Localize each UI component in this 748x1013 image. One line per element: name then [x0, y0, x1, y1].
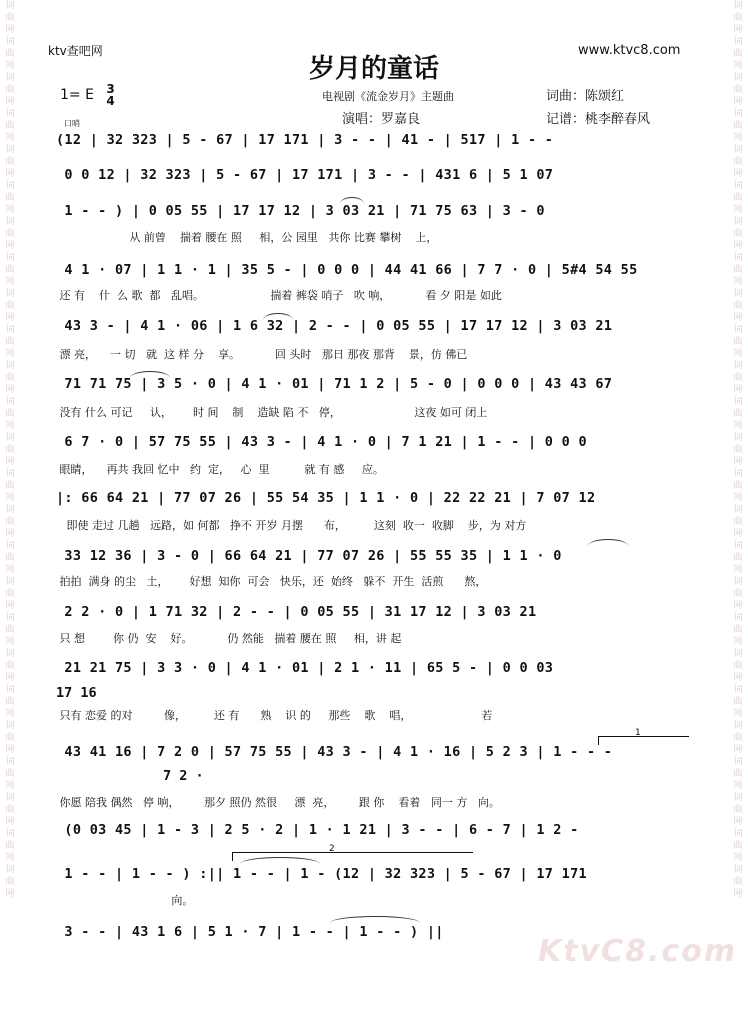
score-line-8	[56, 490, 688, 514]
score-line-10	[56, 604, 688, 628]
score-line-9	[56, 548, 688, 572]
lyric-line-3: 从 前曾 揣着 腰在 照 相，公 园里 共你 比赛 攀树 上，	[56, 231, 438, 244]
whistle-note: 口哨	[64, 119, 80, 128]
site-url[interactable]: www.ktvc8.com	[578, 43, 681, 58]
notes: 2 2 · 0 | 1 71 32 | 2 - - | 0 05 55 | 31 17 12 | 3 03 21	[56, 604, 537, 620]
lyricist: 词曲：陈颂红	[546, 89, 625, 104]
song-title: 岁月的童话	[308, 54, 439, 84]
notes: 1 - - | 1 - - ) :|| 1 - - | 1 - (12 | 32 323 | 5 - 67 | 17 171	[56, 866, 587, 882]
score-line-6	[56, 376, 688, 400]
lyric-line-5: 漂 亮， 一 切 就 这 样 分 享。 回 头时 那日 那夜 那背 景，仿 佛已	[56, 348, 468, 361]
score-line-7	[56, 434, 688, 458]
singer: 演唱：罗嘉良	[342, 112, 421, 127]
score-line-13	[56, 822, 688, 846]
lyric-line-11: 只有 恋爱 的对 像， 还 有 熟 识 的 那些 歌 唱， 若	[56, 709, 493, 722]
lyric-line-10: 只 想 你 仍 安 好。 仍 然能 揣着 腰在 照 相，讲 起	[56, 632, 402, 645]
notes: 6 7 · 0 | 57 75 55 | 43 3 - | 4 1 · 0 | 7 1 21 | 1 - - | 0 0 0	[56, 434, 587, 450]
notes: 21 21 75 | 3 3 · 0 | 4 1 · 01 | 2 1 · 11 | 65 5 - | 0 0 03	[56, 660, 554, 676]
lyric-line-8: 即使 走过 几趟 远路，如 何都 挣不 开岁 月摆 布， 这刻 收一 收脚 步，为 对方	[56, 519, 527, 532]
score-line-3	[56, 203, 688, 227]
site-name[interactable]: ktv查吧网	[48, 44, 103, 58]
score-line-1	[56, 132, 688, 156]
notes: 71 71 75 | 3 5 · 0 | 4 1 · 01 | 71 1 2 | 5 - 0 | 0 0 0 | 43 43 67	[56, 376, 613, 392]
score-line-14	[56, 866, 688, 890]
right-watermark: 词曲网词曲网词曲网词曲网词曲网词曲网词曲网词曲网词曲网词曲网词曲网词曲网词曲网词曲网词曲网词曲网词曲网词曲网词曲网词曲网词曲网词曲网词曲网词曲网词曲网	[733, 1, 743, 899]
slur	[240, 857, 320, 864]
notes: 4 1 · 07 | 1 1 · 1 | 35 5 - | 0 0 0 | 44 41 66 | 7 7 · 0 | 5#4 54 55	[56, 262, 638, 278]
key-signature	[60, 83, 115, 107]
score-line-4	[56, 262, 688, 286]
left-watermark: 词曲网词曲网词曲网词曲网词曲网词曲网词曲网词曲网词曲网词曲网词曲网词曲网词曲网词曲网词曲网词曲网词曲网词曲网词曲网词曲网词曲网词曲网词曲网词曲网词曲网	[5, 1, 15, 899]
lyric-line-6: 没有 什么 可记 认， 时 间 制 造缺 陷 不 停， 这夜 如可 闭上	[56, 406, 488, 419]
notes: 43 41 16 | 7 2 0 | 57 75 55 | 43 3 - | 4 1 · 16 | 5 2 3 | 1 - - -	[56, 744, 613, 760]
notes: 1 - - ) | 0 05 55 | 17 17 12 | 3 03 21 | 71 75 63 | 3 - 0	[56, 203, 545, 219]
slur	[263, 313, 293, 320]
time-sig-top: 3	[106, 82, 115, 96]
time-signature	[106, 83, 114, 107]
notes: 33 12 36 | 3 - 0 | 66 64 21 | 77 07 26 | 55 55 35 | 1 1 · 0	[56, 548, 562, 564]
key-label: 1= E	[60, 87, 94, 103]
slur	[330, 916, 420, 923]
lyric-line-4: 还 有 什 么 歌 都 乱唱。 揣着 裤袋 哨子 吹 响， 看 夕 阳是 如此	[56, 289, 502, 302]
notes: (0 03 45 | 1 - 3 | 2 5 · 2 | 1 · 1 21 | 3 - - | 6 - 7 | 1 2 -	[56, 822, 579, 838]
score-line-5	[56, 318, 688, 342]
subtitle: 电视剧《流金岁月》主题曲	[322, 90, 454, 103]
site-logo: KtvC8.com	[538, 934, 738, 969]
slur	[340, 197, 364, 204]
slur	[588, 539, 628, 546]
volta-1-label: 1	[635, 728, 641, 738]
score-line-11	[56, 660, 688, 684]
volta-2-label: 2	[329, 844, 335, 854]
transcriber: 记谱：桃李醉春风	[546, 112, 651, 127]
lyric-line-14: 向。	[56, 894, 194, 907]
lyric-line-7: 眼睛， 再共 我回 忆中 约 定， 心 里 就 有 感 应。	[56, 463, 384, 476]
notes: 0 0 12 | 32 323 | 5 - 67 | 17 171 | 3 - - | 431 6 | 5 1 07	[56, 167, 554, 183]
lyric-line-12: 你愿 陪我 偶然 停 响， 那夕 照仍 然很 漂 亮， 跟 你 看着 同一 方 向。	[56, 796, 500, 809]
score-line-12	[56, 744, 688, 768]
notes: (12 | 32 323 | 5 - 67 | 17 171 | 3 - - | 41 - | 517 | 1 - -	[56, 132, 554, 148]
alt-notes-1: 17 16	[56, 685, 97, 701]
score-line-2	[56, 167, 688, 191]
lyric-line-9: 拍拍 满身 的尘 土， 好想 知你 可会 快乐，还 始终 躲不 开生 活煎 熬，	[56, 575, 487, 588]
notes: |: 66 64 21 | 77 07 26 | 55 54 35 | 1 1 · 0 | 22 22 21 | 7 07 12	[56, 490, 596, 506]
notes: 43 3 - | 4 1 · 06 | 1 6 32 | 2 - - | 0 05 55 | 17 17 12 | 3 03 21	[56, 318, 613, 334]
notes: 3 - - | 43 1 6 | 5 1 · 7 | 1 - - | 1 - - ) ||	[56, 924, 444, 940]
time-sig-bottom: 4	[106, 94, 115, 108]
alt-notes-2: 7 2 ·	[163, 768, 204, 784]
slur	[130, 371, 170, 378]
